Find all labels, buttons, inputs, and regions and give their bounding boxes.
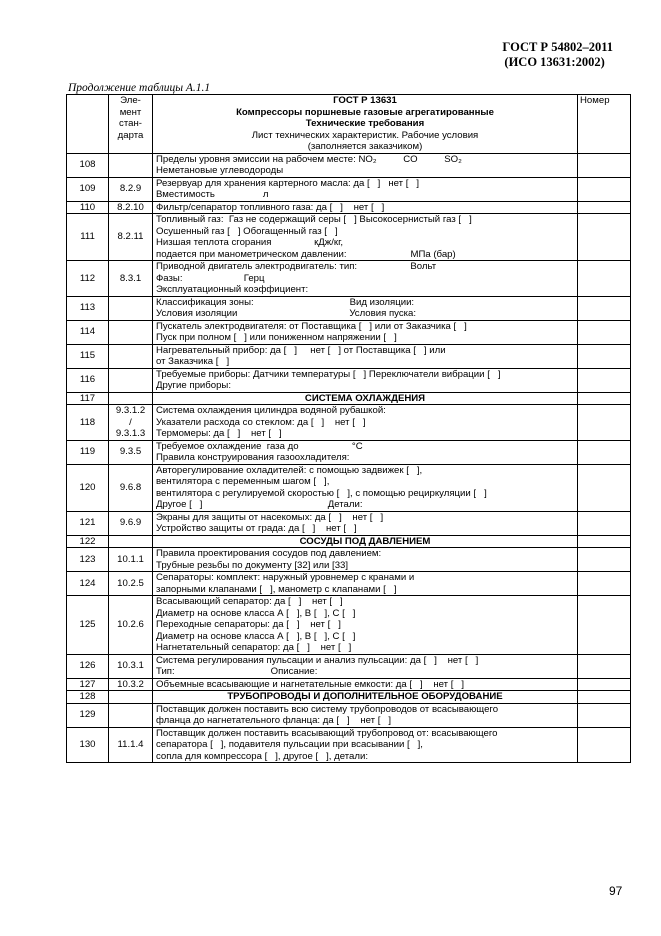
element-ref: [109, 344, 153, 368]
element-ref: 10.1.1: [109, 548, 153, 572]
description-line: Экраны для защиты от насекомых: да [ ] нет [ ]: [156, 511, 384, 523]
row-number: 129: [67, 703, 109, 727]
description-line: Сепараторы: комплект: наружный уровнемер с кранами и: [156, 572, 415, 583]
row-description: [153, 548, 578, 572]
row-number: 120: [67, 464, 109, 511]
table-row: [67, 261, 631, 297]
element-ref: 10.3.1: [109, 654, 153, 678]
table-row: [67, 405, 631, 441]
number-cell: [578, 572, 631, 596]
row-description: [153, 440, 578, 464]
number-cell: [578, 405, 631, 441]
description-line: Фильтр/сепаратор топливного газа: да [ ] нет [ ]: [156, 201, 385, 213]
number-cell: [578, 596, 631, 655]
description-line: Диаметр на основе класса А [ ], В [ ], С [ ]: [156, 630, 356, 642]
row-number: 112: [67, 261, 109, 297]
row-number: 128: [67, 691, 109, 704]
description-line: Диаметр на основе класса А [ ], В [ ], С [ ]: [156, 607, 356, 619]
description-line: Требуемые приборы: Датчики температуры [ ] Переключатели вибрации [ ]: [156, 368, 501, 380]
description-line: Авторегулирование охладителей: с помощью задвижек [ ],: [156, 464, 423, 476]
description-line: фланца до нагнетательного фланца: да [ ] нет [ ]: [156, 715, 392, 726]
description-line: Тип: Описание:: [156, 666, 318, 677]
row-number: 111: [67, 214, 109, 261]
element-ref: [109, 296, 153, 320]
table-row: [67, 344, 631, 368]
number-cell: [578, 727, 631, 763]
element-ref: [109, 368, 153, 392]
number-cell: [578, 392, 631, 405]
description-line: подается при манометрическом давлении: МПа (бар): [156, 248, 456, 260]
section-row: [67, 691, 631, 704]
description-line: Вместимость л: [156, 189, 269, 200]
row-description: [153, 214, 578, 261]
header-blank-cell: [67, 95, 109, 154]
description-line: Нагнетательный сепаратор: да [ ] нет [ ]: [156, 642, 352, 653]
row-number: 127: [67, 678, 109, 691]
table-row: [67, 214, 631, 261]
row-description: [153, 596, 578, 655]
description-line: Объемные всасывающие и нагнетательные емкости: да [ ] нет [ ]: [156, 678, 465, 690]
number-cell: [578, 654, 631, 678]
row-number: 121: [67, 511, 109, 535]
table-row: [67, 201, 631, 214]
row-number: 118: [67, 405, 109, 441]
description-line: сопла для компрессора [ ], другое [ ], детали:: [156, 750, 368, 762]
number-cell: [578, 535, 631, 548]
number-cell: [578, 703, 631, 727]
row-number: 109: [67, 177, 109, 201]
element-ref: 9.6.8: [109, 464, 153, 511]
number-cell: [578, 368, 631, 392]
description-line: Поставщик должен поставить всасывающий трубопровод от: всасывающего: [156, 727, 498, 739]
row-number: 115: [67, 344, 109, 368]
row-number: 114: [67, 320, 109, 344]
row-number: 110: [67, 201, 109, 214]
description-line: Низшая теплота сгорания кДж/кг,: [156, 237, 344, 248]
element-ref: 9.3.5: [109, 440, 153, 464]
number-cell: [578, 201, 631, 214]
description-line: Система охлаждения цилиндра водяной рубашкой:: [156, 405, 386, 416]
row-description: [153, 405, 578, 441]
row-description: [153, 572, 578, 596]
row-description: [153, 261, 578, 297]
description-line: Осушенный газ [ ] Обогащенный газ [ ]: [156, 225, 338, 237]
number-cell: [578, 296, 631, 320]
description-line: Нагревательный прибор: да [ ] нет [ ] от Поставщика [ ] или: [156, 344, 446, 356]
row-description: [153, 678, 578, 691]
number-cell: [578, 320, 631, 344]
element-ref: 10.3.2: [109, 678, 153, 691]
page-number: 97: [609, 884, 623, 898]
description-line: Устройство защиты от града: да [ ] нет [ ]: [156, 523, 357, 534]
element-ref: 8.3.1: [109, 261, 153, 297]
section-title: СОСУДЫ ПОД ДАВЛЕНИЕМ: [153, 535, 578, 548]
table-row: [67, 548, 631, 572]
table-row: [67, 296, 631, 320]
row-number: 126: [67, 654, 109, 678]
description-line: Неметановые углеводороды: [156, 165, 284, 176]
element-ref: 8.2.10: [109, 201, 153, 214]
table-row: [67, 727, 631, 763]
row-number: 130: [67, 727, 109, 763]
number-cell: [578, 691, 631, 704]
description-line: Классификация зоны: Вид изоляции:: [156, 296, 415, 308]
element-ref: [109, 320, 153, 344]
table-header-row: [67, 95, 631, 154]
number-cell: [578, 678, 631, 691]
description-line: Резервуар для хранения картерного масла: да [ ] нет [ ]: [156, 177, 420, 189]
document-header: [502, 40, 613, 70]
number-cell: [578, 511, 631, 535]
description-line: вентилятора с регулируемой скоростью [ ], с помощью рециркуляции [ ]: [156, 487, 487, 499]
row-description: [153, 368, 578, 392]
row-description: [153, 320, 578, 344]
row-description: [153, 344, 578, 368]
element-ref: [109, 691, 153, 704]
row-number: 113: [67, 296, 109, 320]
description-line: Пускатель электродвигателя: от Поставщика [ ] или от Заказчика [ ]: [156, 320, 467, 332]
table-row: [67, 440, 631, 464]
description-line: Условия изоляции Условия пуска:: [156, 308, 417, 319]
row-description: [153, 654, 578, 678]
row-number: 122: [67, 535, 109, 548]
row-number: 119: [67, 440, 109, 464]
row-description: [153, 201, 578, 214]
header-element-cell: Эле- мент стан- дарта: [109, 95, 153, 154]
element-ref: 10.2.6: [109, 596, 153, 655]
description-line: от Заказчика [ ]: [156, 356, 230, 367]
row-description: [153, 177, 578, 201]
description-line: Термомеры: да [ ] нет [ ]: [156, 428, 282, 439]
row-number: 117: [67, 392, 109, 405]
description-line: Требуемое охлаждение газа до °C: [156, 440, 363, 452]
iso-reference: (ИСО 13631:2002): [504, 55, 605, 69]
number-cell: [578, 261, 631, 297]
number-cell: [578, 177, 631, 201]
description-line: Пределы уровня эмиссии на рабочем месте: NO₂ CO SO₂: [156, 153, 462, 165]
description-line: Другое [ ] Детали:: [156, 499, 363, 510]
description-line: запорными клапанами [ ], манометр с клапанами [ ]: [156, 583, 397, 595]
row-number: 125: [67, 596, 109, 655]
element-ref: 11.1.4: [109, 727, 153, 763]
specification-table: [66, 94, 631, 763]
description-line: Приводной двигатель электродвигатель: тип: Вольт: [156, 261, 437, 272]
description-line: Пуск при полном [ ] или пониженном напряжении [ ]: [156, 332, 397, 343]
description-line: вентилятора с переменным шагом [ ],: [156, 476, 330, 487]
element-ref: [109, 392, 153, 405]
description-line: Переходные сепараторы: да [ ] нет [ ]: [156, 619, 341, 630]
row-description: [153, 703, 578, 727]
header-number-cell: Номер: [578, 95, 631, 154]
description-line: Система регулирования пульсации и анализ пульсации: да [ ] нет [ ]: [156, 654, 479, 666]
table-row: [67, 177, 631, 201]
row-description: [153, 153, 578, 177]
description-line: Другие приборы:: [156, 380, 231, 391]
section-row: [67, 392, 631, 405]
row-number: 124: [67, 572, 109, 596]
row-description: [153, 511, 578, 535]
row-number: 123: [67, 548, 109, 572]
element-ref: 8.2.11: [109, 214, 153, 261]
row-number: 116: [67, 368, 109, 392]
row-description: [153, 464, 578, 511]
number-cell: [578, 464, 631, 511]
number-cell: [578, 344, 631, 368]
number-cell: [578, 214, 631, 261]
number-cell: [578, 153, 631, 177]
element-ref: [109, 703, 153, 727]
element-ref: 9.3.1.2 / 9.3.1.3: [109, 405, 153, 441]
table-row: [67, 596, 631, 655]
section-title: ТРУБОПРОВОДЫ И ДОПОЛНИТЕЛЬНОЕ ОБОРУДОВАНИЕ: [153, 691, 578, 704]
standard-number: ГОСТ Р 54802–2011: [502, 40, 613, 54]
section-row: [67, 535, 631, 548]
table-row: [67, 368, 631, 392]
section-title: СИСТЕМА ОХЛАЖДЕНИЯ: [153, 392, 578, 405]
header-title-cell: ГОСТ Р 13631 Компрессоры поршневые газовые агрегатированные Технические требования Лист технических характеристик. Рабочие условия (заполняется заказчиком): [153, 95, 578, 154]
description-line: Правила проектирования сосудов под давлением:: [156, 548, 382, 559]
row-number: 108: [67, 153, 109, 177]
table-continuation-caption: Продолжение таблицы А.1.1: [68, 82, 211, 94]
element-ref: 10.2.5: [109, 572, 153, 596]
number-cell: [578, 440, 631, 464]
table-row: [67, 464, 631, 511]
description-line: Топливный газ: Газ не содержащий серы [ ] Высокосернистый газ [ ]: [156, 214, 472, 225]
description-line: Трубные резьбы по документу [32] или [33]: [156, 559, 349, 571]
description-line: Эксплуатационный коэффициент:: [156, 284, 309, 295]
description-line: Указатели расхода со стеклом: да [ ] нет [ ]: [156, 416, 366, 428]
description-line: Всасывающий сепаратор: да [ ] нет [ ]: [156, 596, 343, 607]
row-description: [153, 727, 578, 763]
element-ref: [109, 535, 153, 548]
description-line: Фазы: Герц: [156, 272, 265, 284]
description-line: Правила конструирования газоохладителя:: [156, 452, 350, 463]
table-row: [67, 703, 631, 727]
row-description: [153, 296, 578, 320]
element-ref: [109, 153, 153, 177]
table-row: [67, 511, 631, 535]
table-row: [67, 153, 631, 177]
table-row: [67, 678, 631, 691]
description-line: сепаратора [ ], подавителя пульсации при всасывании [ ],: [156, 739, 423, 750]
description-line: Поставщик должен поставить всю систему трубопроводов от всасывающего: [156, 703, 499, 715]
table-row: [67, 572, 631, 596]
number-cell: [578, 548, 631, 572]
element-ref: 8.2.9: [109, 177, 153, 201]
table-row: [67, 654, 631, 678]
table-row: [67, 320, 631, 344]
element-ref: 9.6.9: [109, 511, 153, 535]
